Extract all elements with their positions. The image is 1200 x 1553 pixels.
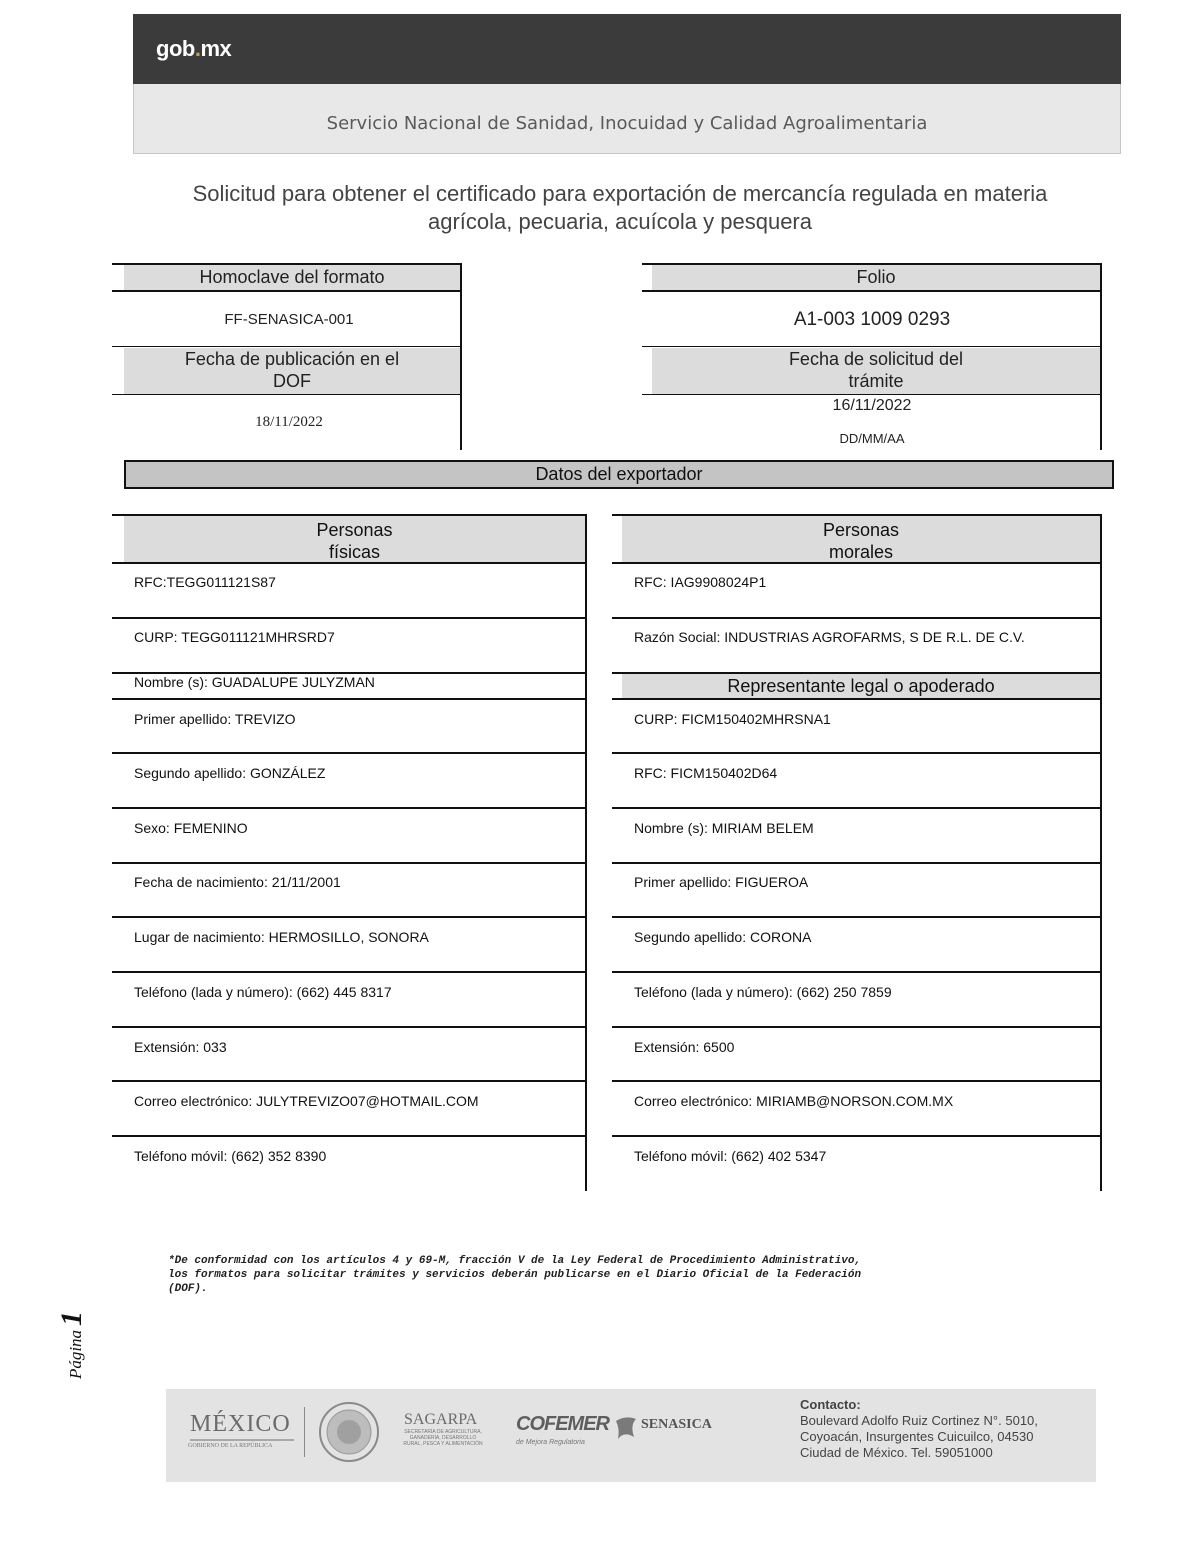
row-rule [612, 698, 1102, 700]
fisicas-field: Teléfono móvil: (662) 352 8390 [134, 1148, 327, 1164]
box-rule [642, 394, 1102, 395]
fisicas-field: CURP: TEGG011121MHRSRD7 [134, 629, 335, 645]
row-rule [612, 617, 1102, 619]
gob-mx-logo: gob.mx [156, 36, 232, 61]
section-title: Datos del exportador [124, 460, 1114, 489]
cofemer-logo: COFEMER [516, 1413, 609, 1435]
box-rule [642, 290, 1102, 292]
row-rule [612, 752, 1102, 754]
fisicas-field: Teléfono (lada y número): (662) 445 8317 [134, 984, 392, 1000]
form-title [140, 180, 1100, 236]
row-rule [612, 1080, 1102, 1082]
row-rule [112, 752, 587, 754]
morales-field: Nombre (s): MIRIAM BELEM [634, 820, 814, 836]
homoclave-label: Homoclave del formato [124, 265, 460, 290]
fisicas-field: Fecha de nacimiento: 21/11/2001 [134, 874, 341, 890]
pub-date-value: 18/11/2022 [255, 414, 323, 430]
morales-rfc: RFC: IAG9908024P1 [634, 574, 767, 590]
box-rule [642, 346, 1102, 347]
pub-date-label-line2: DOF [273, 371, 311, 391]
form-title-line1: Solicitud para obtener el certificado para exportación de mercancía regulada en materia [192, 181, 1048, 206]
agency-name: Servicio Nacional de Sanidad, Inocuidad y Calidad Agroalimentaria [326, 113, 928, 134]
contact-address-line2: Coyoacán, Insurgentes Cuicuilco, 04530 [800, 1429, 1034, 1444]
box-rule [112, 394, 462, 395]
gob-header-bar [133, 14, 1121, 84]
sagarpa-logo: SAGARPA [404, 1411, 478, 1428]
fisicas-field: RFC:TEGG011121S87 [134, 574, 276, 590]
box-rule [1100, 263, 1102, 450]
mexico-logo: MÉXICO [190, 1411, 291, 1437]
page-number [56, 1300, 116, 1390]
folio-label: Folio [652, 265, 1100, 290]
page-label: Página [66, 1329, 86, 1380]
request-date-value: 16/11/2022 [832, 397, 912, 414]
pub-date-label [124, 348, 460, 394]
morales-razon-social: Razón Social: INDUSTRIAS AGROFARMS, S DE R.L. DE C.V. [634, 629, 1025, 645]
request-date-label-line1: Fecha de solicitud del [788, 349, 964, 369]
homoclave-value: FF-SENASICA-001 [224, 311, 354, 328]
senasica-logo: SENASICA [641, 1417, 712, 1432]
senasica-leaf-icon [614, 1415, 638, 1441]
logo-divider [304, 1407, 305, 1457]
row-rule [112, 1135, 587, 1137]
row-rule [112, 672, 587, 674]
row-rule [112, 971, 587, 973]
column-rule [112, 562, 587, 564]
form-title-line2: agrícola, pecuaria, acuícola y pesquera [427, 209, 812, 234]
request-date-format: DD/MM/AA [839, 431, 905, 446]
fisicas-field: Segundo apellido: GONZÁLEZ [134, 765, 326, 781]
fisicas-field: Nombre (s): GUADALUPE JULYZMAN [134, 674, 375, 690]
folio-value: A1-003 1009 0293 [793, 309, 951, 330]
row-rule [612, 916, 1102, 918]
contact-address-line3: Ciudad de México. Tel. 59051000 [800, 1445, 993, 1460]
row-rule [112, 862, 587, 864]
request-date-label [652, 348, 1100, 394]
box-rule [112, 346, 462, 347]
mexico-logo-subtitle: GOBIERNO DE LA REPÚBLICA [188, 1443, 273, 1449]
column-rule [585, 514, 587, 1191]
fisicas-field: Lugar de nacimiento: HERMOSILLO, SONORA [134, 929, 429, 945]
page-number-value: 1 [55, 1310, 89, 1326]
morales-field: Correo electrónico: MIRIAMB@NORSON.COM.MX [634, 1093, 954, 1109]
fisicas-field: Primer apellido: TREVIZO [134, 711, 296, 727]
fisicas-header [124, 516, 585, 563]
request-date-label-line2: trámite [848, 371, 904, 391]
morales-field: Primer apellido: FIGUEROA [634, 874, 809, 890]
row-rule [612, 862, 1102, 864]
row-rule [612, 1135, 1102, 1137]
legal-representative-header: Representante legal o apoderado [622, 674, 1100, 698]
contact-address-line1: Boulevard Adolfo Ruiz Cortinez N°. 5010, [800, 1413, 1038, 1428]
row-rule [612, 971, 1102, 973]
row-rule [112, 698, 587, 700]
box-rule [112, 290, 462, 292]
fisicas-header-line2: físicas [328, 542, 380, 562]
legal-footnote: *De conformidad con los artículos 4 y 69-M, fracción V de la Ley Federal de Procedimiento Administrativo, los formatos para solicitar trámites y servicios deberán publicarse en el Diario Oficial de la Federación (DOF). [168, 1255, 862, 1295]
row-rule [112, 807, 587, 809]
national-seal-icon [318, 1401, 380, 1463]
box-rule [460, 263, 462, 450]
morales-field: Segundo apellido: CORONA [634, 929, 812, 945]
fisicas-field: Extensión: 033 [134, 1039, 227, 1055]
morales-header-line1: Personas [822, 520, 900, 540]
row-rule [112, 617, 587, 619]
row-rule [112, 916, 587, 918]
row-rule [112, 1026, 587, 1028]
morales-field: Teléfono (lada y número): (662) 250 7859 [634, 984, 892, 1000]
fisicas-header-line1: Personas [316, 520, 393, 540]
mexico-logo-rule [190, 1439, 294, 1441]
morales-header [622, 516, 1100, 563]
contact-title: Contacto: [800, 1397, 861, 1412]
pub-date-label-line1: Fecha de publicación en el [184, 349, 400, 369]
morales-field: CURP: FICM150402MHRSNA1 [634, 711, 831, 727]
column-rule [1100, 514, 1102, 1191]
row-rule [612, 1026, 1102, 1028]
fisicas-field: Correo electrónico: JULYTREVIZO07@HOTMAIL.COM [134, 1093, 479, 1109]
sagarpa-logo-subtitle: SECRETARÍA DE AGRICULTURA, GANADERÍA, DESARROLLO RURAL, PESCA Y ALIMENTACIÓN [403, 1429, 483, 1447]
morales-field: RFC: FICM150402D64 [634, 765, 778, 781]
cofemer-logo-subtitle: de Mejora Regulatoria [516, 1439, 585, 1446]
fisicas-field: Sexo: FEMENINO [134, 820, 248, 836]
morales-field: Extensión: 6500 [634, 1039, 735, 1055]
column-rule [612, 562, 1102, 564]
row-rule [612, 807, 1102, 809]
morales-field: Teléfono móvil: (662) 402 5347 [634, 1148, 827, 1164]
row-rule [112, 1080, 587, 1082]
morales-header-line2: morales [828, 542, 894, 562]
contact-info [800, 1397, 1038, 1461]
